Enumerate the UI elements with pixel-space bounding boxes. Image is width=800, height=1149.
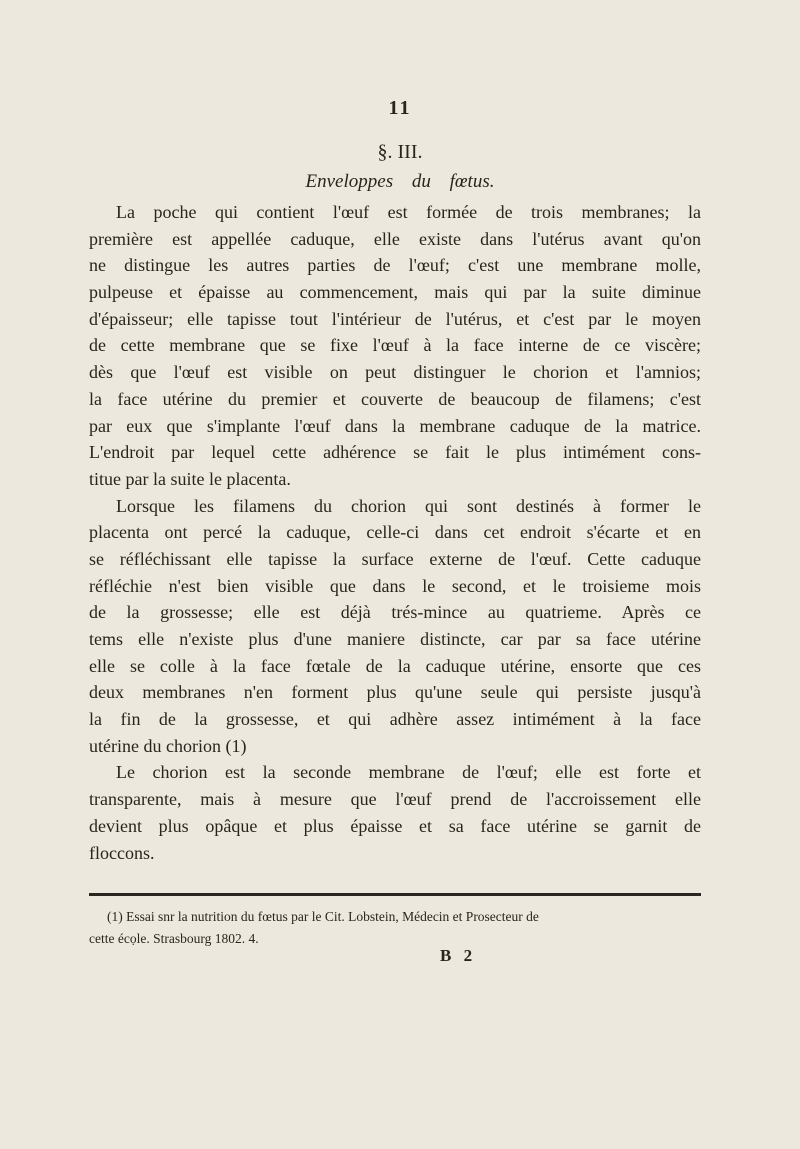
text-line: utérine du chorion (1) [89, 735, 247, 756]
footnote-line: cette écọle. Strasbourg 1802. 4. [89, 931, 259, 946]
text-line: L'endroit par lequel cette adhérence se fait le plus intimément cons- [89, 442, 701, 463]
signature-mark: B 2 [440, 946, 477, 965]
page-number: 11 [388, 97, 412, 119]
text-line: tems elle n'existe plus d'une maniere distincte, car par sa face utérine [89, 629, 701, 649]
text-line: de cette membrane que se fixe l'œuf à la face interne de ce viscère; [89, 335, 701, 356]
text-line: titue par la suite le placenta. [89, 468, 291, 489]
text-line: pulpeuse et épaisse au commencement, mais qui par la suite diminue [89, 282, 701, 303]
body-text [89, 199, 701, 866]
text-line: se réfléchissant elle tapisse la surface externe de l'œuf. Cette caduque [89, 548, 701, 569]
text-line: la fin de la grossesse, et qui adhère assez intimément à la face [89, 709, 701, 730]
text-line: La poche qui contient l'œuf est formée de trois membranes; la [116, 202, 701, 222]
footnote-rule [89, 893, 701, 896]
section-title: Enveloppes du fœtus. [305, 171, 495, 192]
text-line: ne distingue les autres parties de l'œuf; c'est une membrane molle, [89, 255, 701, 276]
text-line: d'épaisseur; elle tapisse tout l'intérieur de l'utérus, et c'est par le moyen [89, 308, 701, 329]
text-line: première est appellée caduque, elle existe dans l'utérus avant qu'on [89, 228, 701, 249]
footnote [89, 906, 701, 950]
text-line: Lorsque les filamens du chorion qui sont destinés à former le [116, 495, 701, 516]
text-line: deux membranes n'en forment plus qu'une seule qui persiste jusqu'à [89, 682, 701, 703]
text-line: Le chorion est la seconde membrane de l'œuf; elle est forte et [116, 762, 701, 783]
text-line: dès que l'œuf est visible on peut distinguer le chorion et l'amnios; [89, 362, 701, 383]
text-line: devient plus opâque et plus épaisse et sa face utérine se garnit de [89, 815, 701, 836]
text-line: placenta ont percé la caduque, celle-ci dans cet endroit s'écarte et en [89, 522, 701, 543]
text-line: transparente, mais à mesure que l'œuf prend de l'accroissement elle [89, 789, 701, 810]
text-line: réfléchie n'est bien visible que dans le second, et le troisieme mois [89, 575, 701, 596]
section-heading: §. III. [377, 141, 423, 163]
text-line: elle se colle à la face fœtale de la caduque utérine, ensorte que ces [89, 655, 701, 676]
text-line: de la grossesse; elle est déjà trés-mince au quatrieme. Après ce [89, 602, 701, 623]
text-line: floccons. [89, 842, 155, 863]
text-line: par eux que s'implante l'œuf dans la membrane caduque de la matrice. [89, 415, 701, 436]
footnote-line: (1) Essai snr la nutrition du fœtus par le Cit. Lobstein, Médecin et Prosecteur de [107, 909, 539, 924]
text-line: la face utérine du premier et couverte de beaucoup de filamens; c'est [89, 388, 701, 409]
